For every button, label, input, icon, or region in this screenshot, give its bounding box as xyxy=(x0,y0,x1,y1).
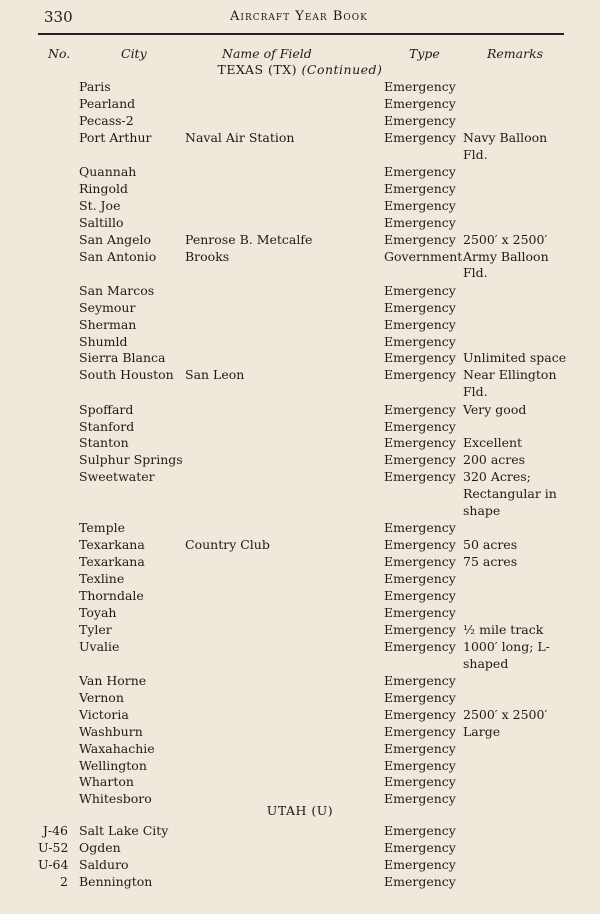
remarks-line: 2500′ x 2500′ xyxy=(463,231,548,247)
field-type: Emergency xyxy=(384,197,456,213)
field-type: Emergency xyxy=(384,621,456,637)
remarks-line: Unlimited space xyxy=(463,350,567,366)
row-number: J-46 xyxy=(42,823,68,838)
field-type: Emergency xyxy=(384,604,456,620)
city-name: Port Arthur xyxy=(79,129,152,145)
city-name: Uvalie xyxy=(79,638,120,654)
city-name: Tyler xyxy=(79,621,112,637)
remarks-line: Very good xyxy=(463,401,527,417)
field-name: San Leon xyxy=(185,367,245,383)
remarks-line: 2500′ x 2500′ xyxy=(463,706,548,722)
field-name: Penrose B. Metcalfe xyxy=(185,231,313,247)
field-type: Emergency xyxy=(384,469,456,485)
page-number: 330 xyxy=(44,8,73,26)
field-type: Emergency xyxy=(384,856,456,872)
city-name: Temple xyxy=(79,520,126,536)
city-name: Toyah xyxy=(79,604,117,620)
city-name: Wharton xyxy=(79,774,134,790)
city-name: Pecass-2 xyxy=(79,112,134,128)
city-name: Salt Lake City xyxy=(79,823,169,838)
field-type: Emergency xyxy=(384,554,456,570)
field-type: Emergency xyxy=(384,79,456,94)
field-type: Emergency xyxy=(384,214,456,230)
city-name: Texarkana xyxy=(79,537,145,553)
city-name: South Houston xyxy=(79,367,174,383)
field-type: Emergency xyxy=(384,299,456,315)
remarks-line: shape xyxy=(463,503,501,518)
city-name: Ringold xyxy=(79,180,128,196)
remarks-line: Fld. xyxy=(463,384,488,400)
field-type: Emergency xyxy=(384,367,456,383)
field-type: Emergency xyxy=(384,791,456,807)
field-type: Emergency xyxy=(384,435,456,451)
remarks-line: 50 acres xyxy=(463,537,518,553)
field-type: Government xyxy=(384,248,463,264)
field-type: Emergency xyxy=(384,839,456,855)
field-type: Emergency xyxy=(384,689,456,705)
city-name: Bennington xyxy=(79,873,153,889)
running-title: Aircraft Year Book xyxy=(230,9,368,24)
column-header-field: Name of Field xyxy=(222,46,312,61)
remarks-line: 200 acres xyxy=(463,452,526,468)
field-type: Emergency xyxy=(384,95,456,111)
city-name: Vernon xyxy=(79,689,124,705)
field-type: Emergency xyxy=(384,873,456,889)
field-type: Emergency xyxy=(384,333,456,349)
remarks-line: Large xyxy=(463,723,501,739)
field-type: Emergency xyxy=(384,401,456,417)
remarks-line: Rectangular in xyxy=(463,486,557,502)
field-type: Emergency xyxy=(384,740,456,756)
field-type: Emergency xyxy=(384,418,456,434)
remarks-line: 1000′ long; L- xyxy=(463,638,550,654)
row-number: U-64 xyxy=(38,856,69,872)
remarks-line: 320 Acres; xyxy=(463,469,531,485)
column-header-type: Type xyxy=(409,46,440,61)
city-name: Sierra Blanca xyxy=(79,350,166,366)
remarks-line: Excellent xyxy=(463,435,523,451)
remarks-line: Fld. xyxy=(463,146,488,162)
city-name: Van Horne xyxy=(79,673,147,688)
city-name: Texarkana xyxy=(79,554,145,570)
city-name: Saltillo xyxy=(79,214,124,230)
field-type: Emergency xyxy=(384,452,456,468)
field-type: Emergency xyxy=(384,537,456,553)
remarks-line: ½ mile track xyxy=(463,621,544,637)
city-name: Stanton xyxy=(79,435,129,451)
city-name: Pearland xyxy=(79,95,136,111)
city-name: Texline xyxy=(79,571,125,587)
header-rule xyxy=(38,33,564,35)
section-title-text: TEXAS (TX) xyxy=(217,62,298,77)
field-name: Brooks xyxy=(185,248,230,264)
remarks-line: Near Ellington xyxy=(463,367,557,383)
field-type: Emergency xyxy=(384,823,456,838)
city-name: Sulphur Springs xyxy=(79,452,183,468)
city-name: Victoria xyxy=(79,706,129,722)
column-header-city: City xyxy=(121,46,147,61)
remarks-line: Fld. xyxy=(463,265,488,281)
field-type: Emergency xyxy=(384,723,456,739)
field-type: Emergency xyxy=(384,638,456,654)
city-name: Seymour xyxy=(79,299,136,315)
field-type: Emergency xyxy=(384,350,456,366)
city-name: Spoffard xyxy=(79,401,134,417)
field-type: Emergency xyxy=(384,774,456,790)
city-name: Shumld xyxy=(79,333,128,349)
page-header xyxy=(44,8,564,30)
row-number: U-52 xyxy=(38,839,69,855)
city-name: Quannah xyxy=(79,164,137,179)
field-name: Naval Air Station xyxy=(185,129,295,145)
city-name: Stanford xyxy=(79,418,135,434)
field-type: Emergency xyxy=(384,180,456,196)
city-name: San Angelo xyxy=(79,231,152,247)
city-name: Salduro xyxy=(79,856,129,872)
remarks-line: shaped xyxy=(463,655,509,671)
city-name: St. Joe xyxy=(79,197,121,213)
field-type: Emergency xyxy=(384,129,456,145)
field-type: Emergency xyxy=(384,673,456,688)
section-title-suffix: (Continued) xyxy=(301,62,383,77)
field-type: Emergency xyxy=(384,571,456,587)
field-type: Emergency xyxy=(384,231,456,247)
field-name: Country Club xyxy=(185,537,270,553)
city-name: Wellington xyxy=(79,757,147,773)
city-name: Ogden xyxy=(79,839,121,855)
row-number: 2 xyxy=(60,873,68,889)
remarks-line: Army Balloon xyxy=(463,248,549,264)
city-name: Waxahachie xyxy=(79,740,155,756)
field-type: Emergency xyxy=(384,588,456,603)
field-type: Emergency xyxy=(384,757,456,773)
city-name: Washburn xyxy=(79,723,143,739)
field-type: Emergency xyxy=(384,164,456,179)
city-name: Paris xyxy=(79,79,111,94)
city-name: Sweetwater xyxy=(79,469,155,485)
city-name: San Marcos xyxy=(79,282,155,298)
column-header-remarks: Remarks xyxy=(487,46,544,61)
city-name: Thorndale xyxy=(79,588,144,603)
city-name: Sherman xyxy=(79,316,137,332)
field-type: Emergency xyxy=(384,282,456,298)
column-header-no: No. xyxy=(48,46,71,61)
city-name: Whitesboro xyxy=(79,791,152,807)
section-title xyxy=(0,803,600,818)
field-type: Emergency xyxy=(384,112,456,128)
city-name: San Antonio xyxy=(79,248,157,264)
field-type: Emergency xyxy=(384,316,456,332)
section-title xyxy=(0,62,600,77)
section-title-text: UTAH (U) xyxy=(266,803,334,818)
field-type: Emergency xyxy=(384,520,456,536)
remarks-line: Navy Balloon xyxy=(463,129,548,145)
remarks-line: 75 acres xyxy=(463,554,518,570)
field-type: Emergency xyxy=(384,706,456,722)
